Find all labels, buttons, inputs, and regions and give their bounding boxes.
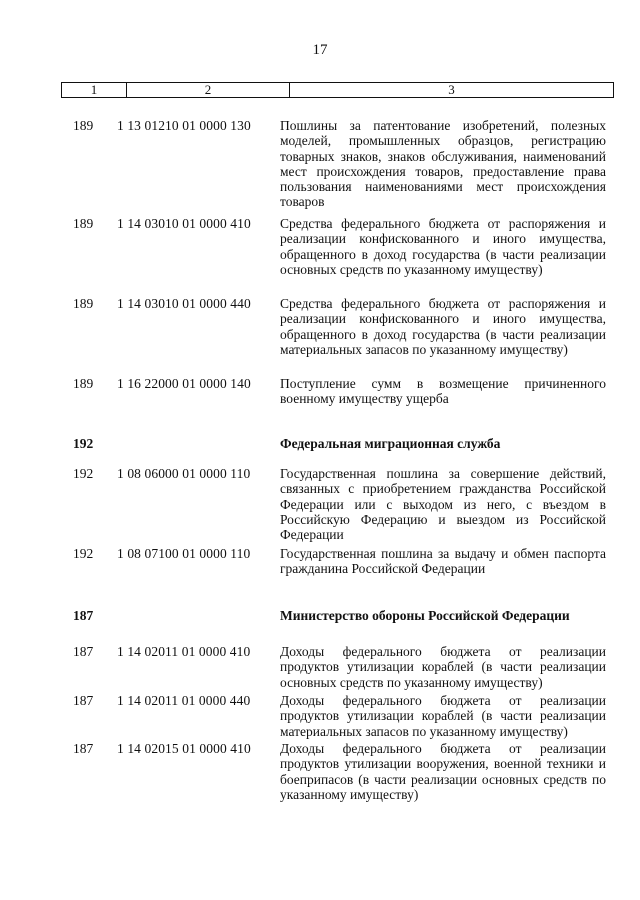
table-row [0, 376, 640, 436]
budget-classification-code: 1 13 01210 01 0000 130 [117, 118, 251, 133]
revenue-description: Средства федерального бюджета от распоряжения и реализации конфискованного и иного имущества, обращенного в доход государства (в части реализации материальных запасов по указанному имуществу) [280, 296, 606, 357]
admin-code: 187 [73, 693, 94, 708]
section-heading-row [0, 436, 640, 466]
table-row [0, 644, 640, 693]
revenue-description: Доходы федерального бюджета от реализации продуктов утилизации кораблей (в части реализации материальных запасов по указанному имуществу) [280, 693, 606, 739]
section-heading-row [0, 608, 640, 644]
revenue-description: Поступление сумм в возмещение причиненного военному имуществу ущерба [280, 376, 606, 407]
column-header-table [61, 82, 614, 98]
table-row [0, 546, 640, 608]
budget-classification-code: 1 14 02011 01 0000 410 [117, 644, 251, 659]
table-row [0, 216, 640, 296]
section-code: 187 [73, 608, 94, 623]
admin-code: 192 [73, 466, 94, 481]
admin-code: 189 [73, 296, 94, 311]
table-row [0, 741, 640, 805]
budget-classification-code: 1 16 22000 01 0000 140 [117, 376, 251, 391]
table-row [0, 693, 640, 741]
revenue-description: Доходы федерального бюджета от реализации продуктов утилизации кораблей (в части реализации основных средств по указанному имуществу) [280, 644, 606, 690]
section-title: Министерство обороны Российской Федерации [280, 608, 570, 623]
table-row [0, 296, 640, 376]
revenue-code-list [0, 118, 640, 805]
table-row [0, 118, 640, 216]
revenue-description: Государственная пошлина за совершение действий, связанных с приобретением гражданства Российской Федерации или с выходом из него, с въездом в Российскую Федерацию и выездом из Российской Федерации [280, 466, 606, 543]
revenue-description: Средства федерального бюджета от распоряжения и реализации конфискованного и иного имущества, обращенного в доход государства (в части реализации основных средств по указанному имуществу) [280, 216, 606, 277]
revenue-description: Доходы федерального бюджета от реализации продуктов утилизации вооружения, военной техники и боеприпасов (в части реализации основных средств по указанному имуществу) [280, 741, 606, 802]
budget-classification-code: 1 08 07100 01 0000 110 [117, 546, 251, 561]
admin-code: 189 [73, 376, 94, 391]
column-header-row [62, 83, 614, 98]
budget-classification-code: 1 14 02015 01 0000 410 [117, 741, 251, 756]
admin-code: 192 [73, 546, 94, 561]
column-header-3: 3 [290, 83, 614, 98]
budget-classification-code: 1 08 06000 01 0000 110 [117, 466, 251, 481]
admin-code: 187 [73, 644, 94, 659]
column-header-2: 2 [127, 83, 290, 98]
budget-classification-code: 1 14 02011 01 0000 440 [117, 693, 251, 708]
column-header-1: 1 [62, 83, 127, 98]
page-number: 17 [312, 42, 328, 58]
revenue-description: Пошлины за патентование изобретений, полезных моделей, промышленных образцов, регистрацию товарных знаков, знаков обслуживания, наименований мест происхождения товаров, предоставление права пользования наименованиями мест происхождения товаров [280, 118, 606, 210]
section-code: 192 [73, 436, 94, 451]
admin-code: 187 [73, 741, 94, 756]
admin-code: 189 [73, 216, 94, 231]
budget-classification-code: 1 14 03010 01 0000 410 [117, 216, 251, 231]
admin-code: 189 [73, 118, 94, 133]
revenue-description: Государственная пошлина за выдачу и обмен паспорта гражданина Российской Федерации [280, 546, 606, 577]
budget-classification-code: 1 14 03010 01 0000 440 [117, 296, 251, 311]
table-row [0, 466, 640, 546]
section-title: Федеральная миграционная служба [280, 436, 501, 451]
